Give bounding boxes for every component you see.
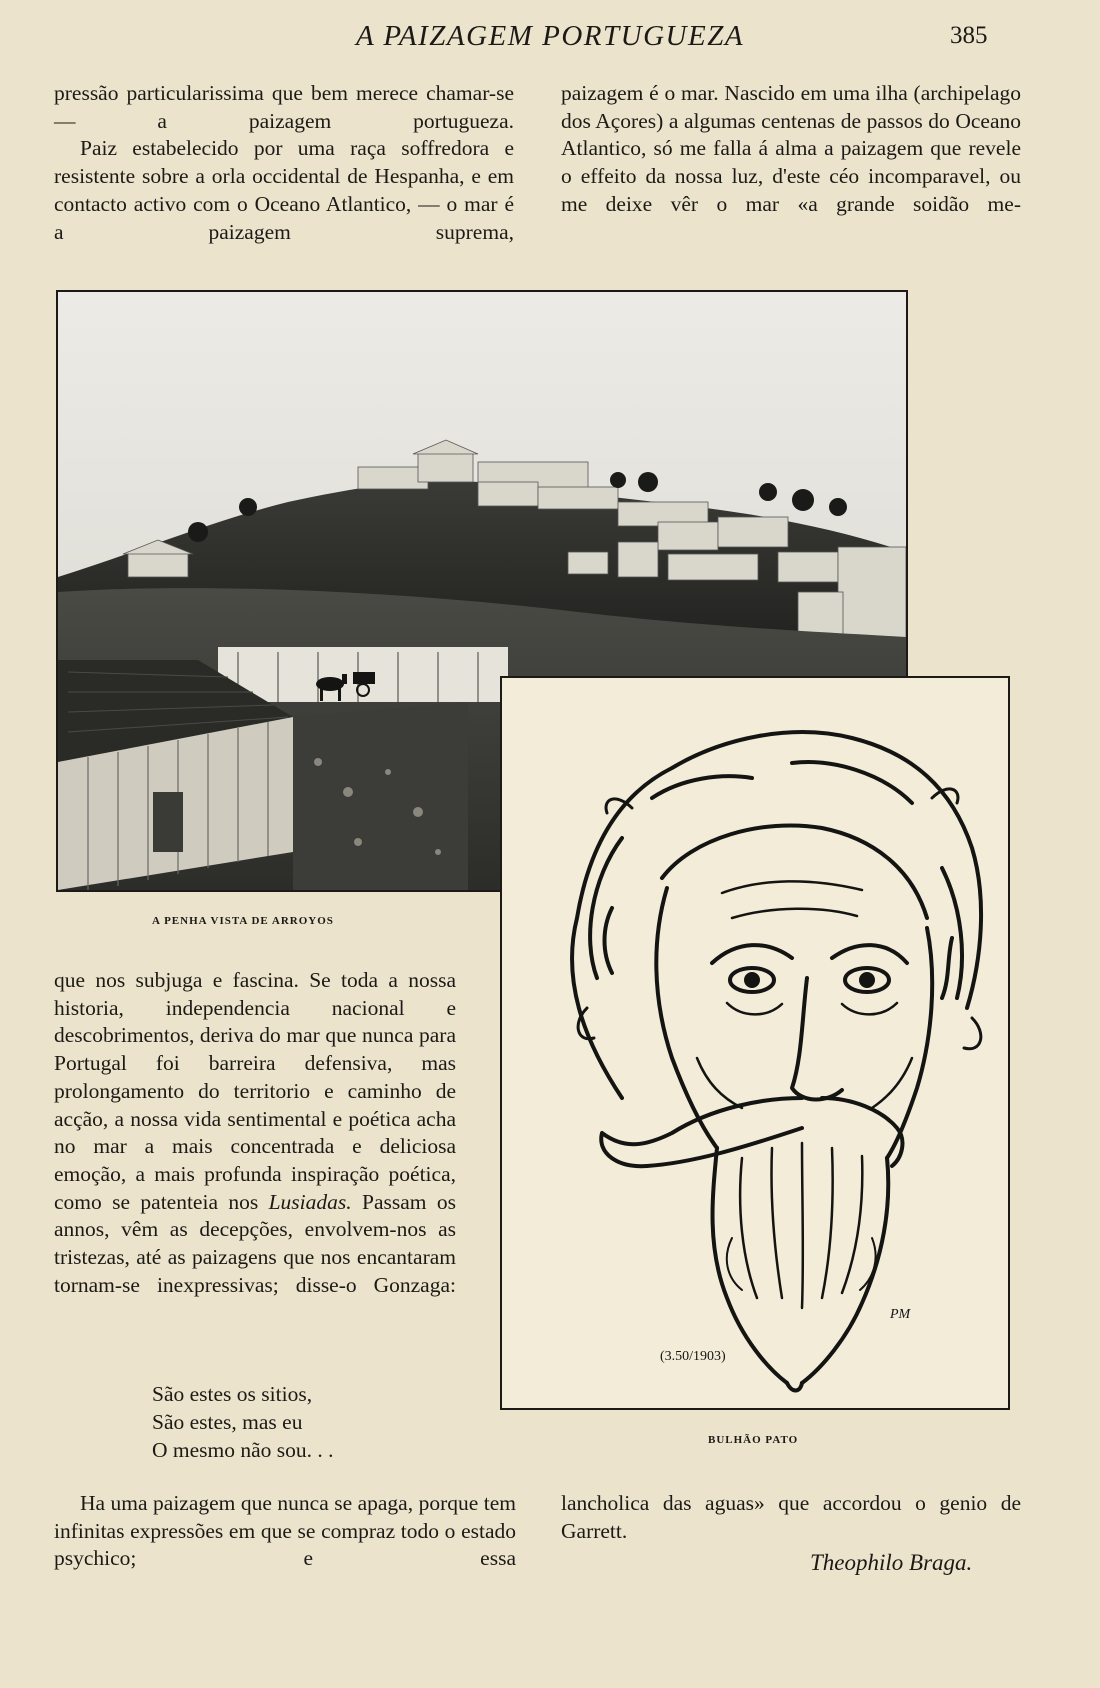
- text-column-bottom-left: [54, 1490, 516, 1573]
- paragraph-continuation: pressão particularissima que bem merece chamar-se — a paizagem portugueza.: [54, 81, 514, 133]
- text-column-top-left: [54, 80, 514, 246]
- page-number: 385: [950, 22, 988, 49]
- portrait-caption: BULHÃO PATO: [708, 1434, 799, 1446]
- verse-line: São estes os sitios,: [152, 1382, 313, 1406]
- caricature-illustration: [502, 678, 1008, 1408]
- verse-line: São estes, mas eu: [152, 1410, 303, 1434]
- paragraph-historia-text: que nos subjuga e fascina. Se toda a nossa historia, independencia nacional e descobrimentos, deriva do mar que nunca para Portugal foi barreira defensiva, mas prolongamento do territorio e caminho de acção, a nossa vida sentimental e poética acha no mar a mais concentrada e deliciosa emoção, a mais profunda inspiração poética, como se patenteia nos: [54, 968, 456, 1214]
- verse-quote: [152, 1380, 334, 1464]
- lusiadas-title: Lusiadas.: [268, 1189, 352, 1214]
- portrait-inscription: (3.50/1903): [660, 1349, 726, 1364]
- text-column-mid-left: [54, 967, 456, 1299]
- page-title: A PAIZAGEM PORTUGUEZA: [355, 20, 745, 52]
- photo-caption: A PENHA VISTA DE ARROYOS: [152, 915, 334, 927]
- text-column-bottom-right: [561, 1490, 1021, 1545]
- paragraph-paiz: Paiz estabelecido por uma raça soffredora e resistente sobre a orla occidental de Hespanha, e em contacto activo com o Oceano Atlantico, — o mar é a paizagem suprema,: [54, 136, 514, 244]
- paragraph-paizagem-mar: paizagem é o mar. Nascido em uma ilha (archipelago dos Açores) a algumas centenas de passos do Oceano Atlantico, só me falla á alma a paizagem que revele o effeito da nossa luz, d'este céo incomparavel, ou me deixe vêr o mar «a grande soidão me-: [561, 81, 1021, 216]
- author-signature: Theophilo Braga.: [810, 1550, 973, 1575]
- text-column-top-right: [561, 80, 1021, 219]
- portrait-bulhao-pato: [500, 676, 1010, 1410]
- verse-line: O mesmo não sou. . .: [152, 1438, 334, 1462]
- paragraph-historia-cont: Passam os annos, vêm as decepções, envolvem-nos as tristezas, até as paizagens que nos encantaram tornam-se inexpressivas; disse-o Gonzaga:: [54, 1189, 456, 1297]
- paragraph-paizagem-nunca-apaga: Ha uma paizagem que nunca se apaga, porque tem infinitas expressões em que se compraz todo o estado psychico; e essa: [54, 1491, 516, 1571]
- svg-text:PM: PM: [890, 1307, 911, 1322]
- paragraph-garrett: lancholica das aguas» que accordou o genio de Garrett.: [561, 1491, 1021, 1543]
- paragraph-historia: [54, 967, 456, 1299]
